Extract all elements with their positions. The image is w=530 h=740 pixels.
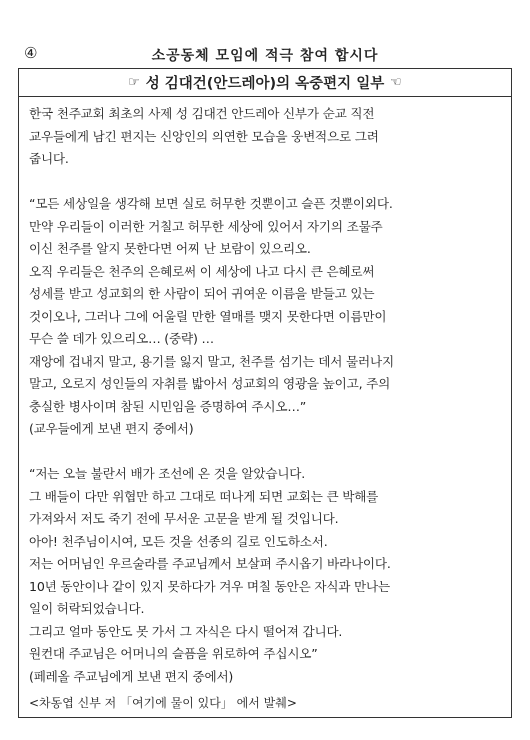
text-line: 재앙에 겁내지 말고, 용기를 잃지 말고, 천주를 섬기는 데서 물러나지	[29, 353, 394, 369]
text-line: 줍니다.	[29, 151, 69, 166]
text-line: 오직 우리들은 천주의 은혜로써 이 세상에 나고 다시 큰 은혜로써	[29, 263, 375, 279]
page-header	[18, 42, 512, 64]
intro-paragraph	[29, 103, 501, 171]
text-line: 충실한 병사이며 참된 시민임을 증명하여 주시오…”	[29, 398, 307, 414]
text-line: 그리고 얼마 동안도 못 가서 그 자식은 다시 떨어져 갑니다.	[29, 623, 343, 639]
text-line: 이신 천주를 알지 못한다면 어찌 난 보람이 있으리오.	[29, 241, 311, 256]
text-line: 아아! 천주님이시여, 모든 것을 선종의 길로 인도하소서.	[29, 533, 328, 549]
text-line: “모든 세상일을 생각해 보면 실로 허무한 것뿐이고 슬픈 것뿐이외다.	[29, 196, 393, 211]
text-line: 말고, 오로지 성인들의 자취를 밟아서 성교회의 영광을 높이고, 주의	[29, 376, 391, 391]
source-citation: <차동엽 신부 저 「여기에 물이 있다」 에서 발췌>	[29, 696, 297, 710]
letter-to-bishop	[29, 463, 501, 688]
title-bar	[19, 69, 511, 97]
text-line: 가져와서 저도 죽기 전에 무서운 고문을 받게 될 것입니다.	[29, 511, 339, 526]
letter-title: 성 김대건(안드레아)의 옥중편지 일부	[145, 76, 385, 92]
slogan: 소공동체 모임에 적극 참여 합시다	[151, 48, 379, 64]
letter-content	[19, 97, 511, 688]
text-line: 성세를 받고 성교회의 한 사람이 되어 귀여운 이름을 받들고 있는	[29, 286, 375, 301]
text-line: 교우들에게 남긴 편지는 신앙인의 의연한 모습을 웅변적으로 그려	[29, 128, 379, 144]
paragraph-gap	[29, 441, 501, 464]
hand-pointing-right-icon: ☞	[128, 75, 140, 90]
text-line: 만약 우리들이 이러한 거칠고 허무한 세상에 있어서 자기의 조물주	[29, 218, 383, 234]
text-line: 무슨 쓸 데가 있으리오… (중략) …	[29, 331, 214, 346]
text-line: 10년 동안이나 같이 있지 못하다가 겨우 며칠 동안은 자식과 만나는	[29, 578, 390, 594]
text-line: 원컨대 주교님은 어머니의 슬픔을 위로하여 주십시오”	[29, 646, 318, 661]
text-line: 한국 천주교회 최초의 사제 성 김대건 안드레아 신부가 순교 직전	[29, 106, 375, 121]
letter-box	[18, 68, 512, 718]
text-line: 일이 허락되었습니다.	[29, 601, 145, 616]
text-line: 것이오나, 그러나 그에 어울릴 만한 열매를 맺지 못한다면 이름만이	[29, 308, 387, 324]
text-line: “저는 오늘 불란서 배가 조선에 온 것을 알았습니다.	[29, 466, 306, 481]
letter-attribution: (페레올 주교님에게 보낸 편지 중에서)	[29, 668, 234, 684]
letter-to-believers	[29, 193, 501, 441]
text-line: 저는 어머님인 우르술라를 주교님께서 보살펴 주시옵기 바라나이다.	[29, 556, 391, 571]
hand-pointing-left-icon: ☞	[390, 75, 402, 90]
page-number: ④	[24, 44, 38, 62]
text-line: 그 배들이 다만 위협만 하고 그대로 떠나게 되면 교회는 큰 박해를	[29, 488, 379, 504]
letter-attribution: (교우들에게 보낸 편지 중에서)	[29, 421, 194, 436]
paragraph-gap	[29, 171, 501, 194]
